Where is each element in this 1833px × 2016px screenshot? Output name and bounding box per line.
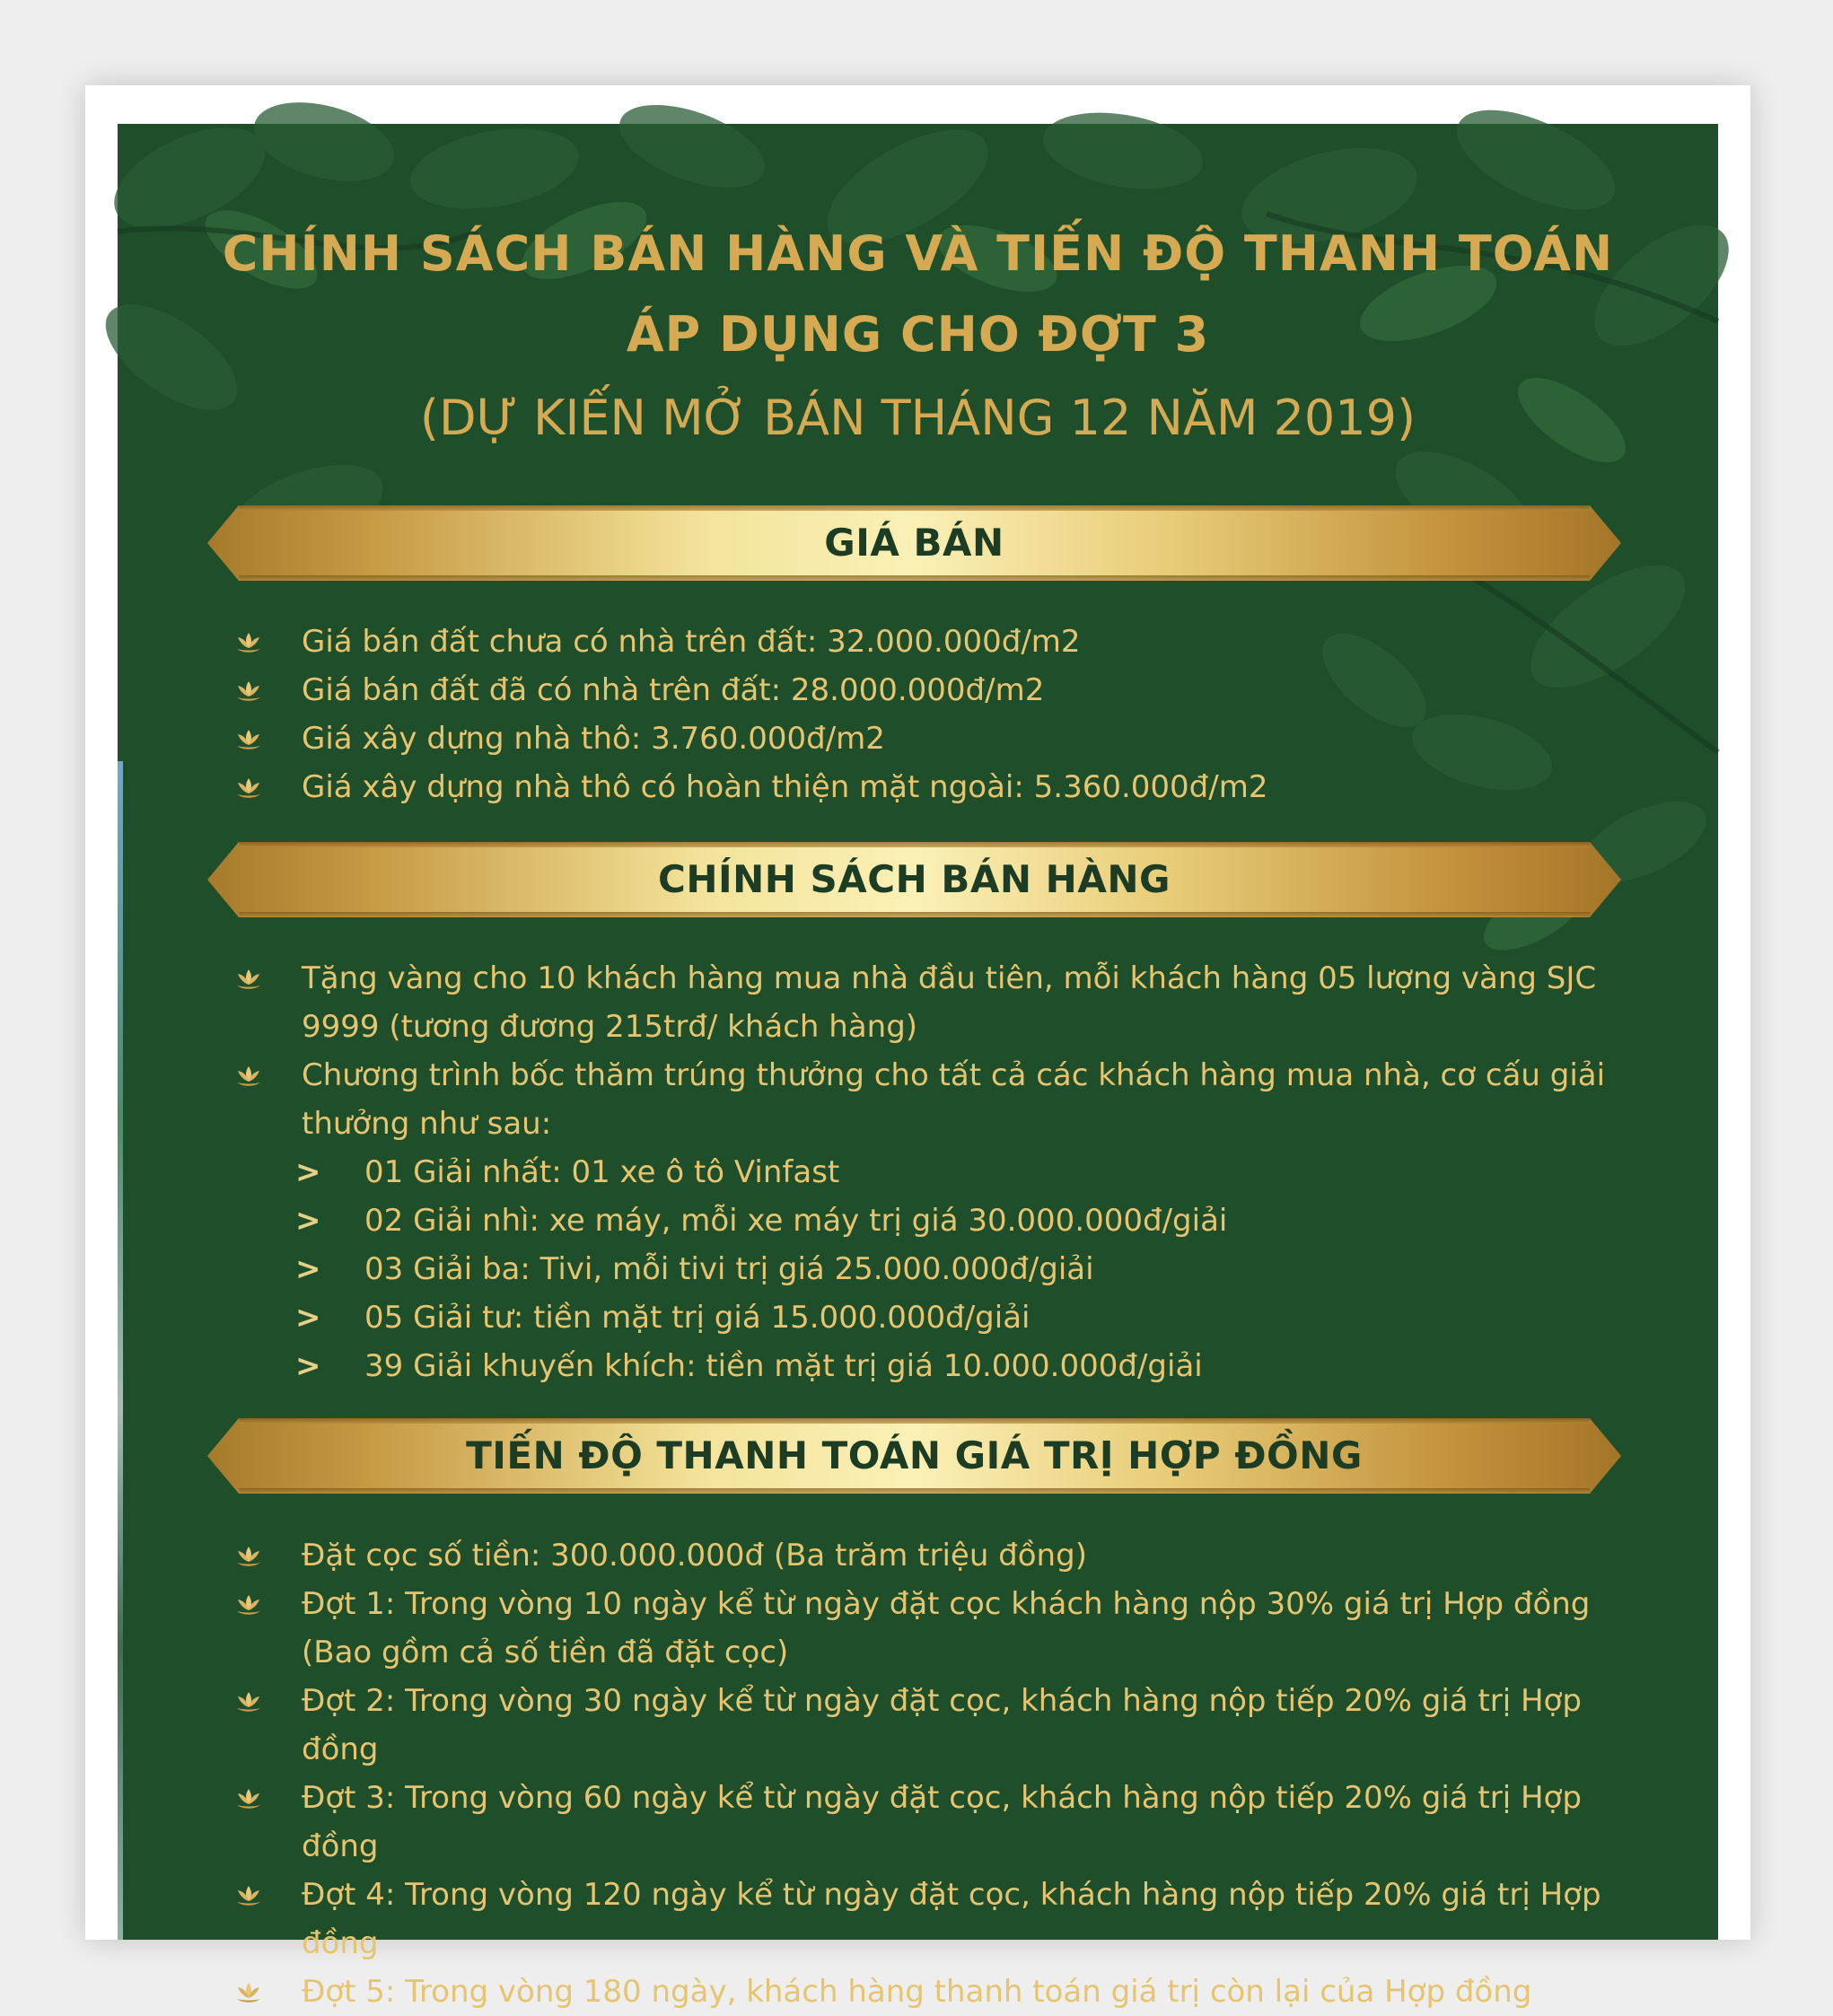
lotus-bullet-icon (234, 1883, 263, 1908)
title-block (118, 214, 1718, 461)
heading-chinh-sach: CHÍNH SÁCH BÁN HÀNG (658, 857, 1171, 901)
list-item: Tặng vàng cho 10 khách hàng mua nhà đầu tiên, mỗi khách hàng 05 lượng vàng SJC 9999 (tương đương 215trđ/ khách hàng) (234, 954, 1635, 1051)
title-line-2: ÁP DỤNG CHO ĐỢT 3 (626, 306, 1210, 363)
lotus-bullet-icon (234, 776, 263, 801)
lotus-bullet-icon (234, 967, 263, 992)
lotus-bullet-icon (234, 727, 263, 752)
chevron-right-icon: > (295, 1348, 321, 1384)
chevron-right-icon: > (295, 1203, 321, 1239)
prize-item: > 02 Giải nhì: xe máy, mỗi xe máy trị giá 30.000.000đ/giải (234, 1196, 1635, 1245)
chevron-right-icon: > (295, 1251, 321, 1287)
list-item: Đợt 4: Trong vòng 120 ngày kể từ ngày đặt cọc, khách hàng nộp tiếp 20% giá trị Hợp đồng (234, 1871, 1635, 1968)
lotus-bullet-icon (234, 1980, 263, 2005)
lotus-bullet-icon (234, 1689, 263, 1714)
prize-item: > 05 Giải tư: tiền mặt trị giá 15.000.000đ/giải (234, 1293, 1635, 1342)
list-item: Đợt 2: Trong vòng 30 ngày kể từ ngày đặt cọc, khách hàng nộp tiếp 20% giá trị Hợp đồng (234, 1677, 1635, 1774)
poster (118, 124, 1718, 2010)
lotus-bullet-icon (234, 630, 263, 655)
heading-tien-do: TIẾN ĐỘ THANH TOÁN GIÁ TRỊ HỢP ĐỒNG (466, 1433, 1363, 1477)
list-gia-ban (234, 618, 1635, 811)
photo-edge-strip (118, 761, 123, 1940)
prize-item: > 39 Giải khuyến khích: tiền mặt trị giá 10.000.000đ/giải (234, 1342, 1635, 1390)
chevron-right-icon: > (295, 1154, 321, 1190)
lotus-bullet-icon (234, 679, 263, 704)
chevron-right-icon: > (295, 1300, 321, 1336)
list-item: Giá xây dựng nhà thô có hoàn thiện mặt ngoài: 5.360.000đ/m2 (234, 763, 1635, 811)
list-item: Đợt 3: Trong vòng 60 ngày kể từ ngày đặt cọc, khách hàng nộp tiếp 20% giá trị Hợp đồng (234, 1774, 1635, 1871)
list-chinh-sach (234, 954, 1635, 1390)
prize-item: > 01 Giải nhất: 01 xe ô tô Vinfast (234, 1148, 1635, 1196)
list-item: Đợt 5: Trong vòng 180 ngày, khách hàng thanh toán giá trị còn lại của Hợp đồng (234, 1968, 1635, 2016)
list-item: Đợt 1: Trong vòng 10 ngày kể từ ngày đặt cọc khách hàng nộp 30% giá trị Hợp đồng (Bao gồm cả số tiền đã đặt cọc) (234, 1580, 1635, 1677)
heading-gia-ban: GIÁ BÁN (824, 521, 1004, 565)
ribbon-gia-ban (207, 505, 1621, 581)
ribbon-tien-do (207, 1418, 1621, 1494)
list-tien-do (234, 1531, 1635, 2016)
list-item: Giá xây dựng nhà thô: 3.760.000đ/m2 (234, 714, 1635, 763)
title-line-1: CHÍNH SÁCH BÁN HÀNG VÀ TIẾN ĐỘ THANH TOÁN (222, 225, 1614, 282)
list-item: Chương trình bốc thăm trúng thưởng cho tất cả các khách hàng mua nhà, cơ cấu giải thưởng như sau: (234, 1051, 1635, 1148)
list-item: Giá bán đất chưa có nhà trên đất: 32.000.000đ/m2 (234, 618, 1635, 666)
list-item: Đặt cọc số tiền: 300.000.000đ (Ba trăm triệu đồng) (234, 1531, 1635, 1580)
lotus-bullet-icon (234, 1544, 263, 1569)
list-item: Giá bán đất đã có nhà trên đất: 28.000.000đ/m2 (234, 666, 1635, 714)
prize-item: > 03 Giải ba: Tivi, mỗi tivi trị giá 25.000.000đ/giải (234, 1245, 1635, 1293)
lotus-bullet-icon (234, 1786, 263, 1811)
lotus-bullet-icon (234, 1064, 263, 1089)
ribbon-chinh-sach (207, 842, 1621, 917)
subtitle: (DỰ KIẾN MỞ BÁN THÁNG 12 NĂM 2019) (419, 390, 1416, 446)
lotus-bullet-icon (234, 1592, 263, 1617)
